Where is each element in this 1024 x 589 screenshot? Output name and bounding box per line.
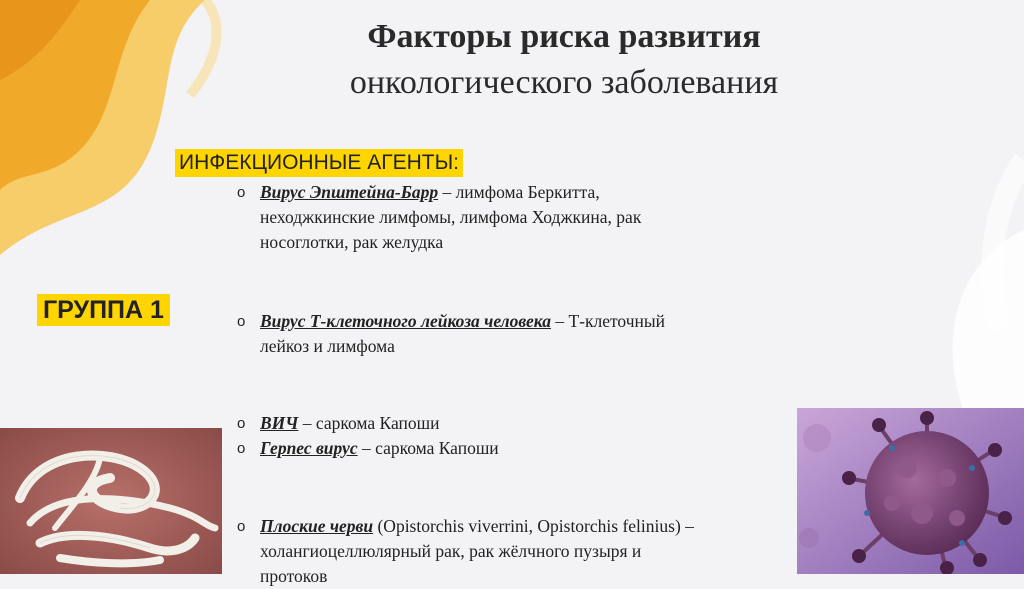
- agent-name: Герпес вирус: [260, 438, 358, 458]
- item-text: носоглотки, рак желудка: [260, 232, 444, 252]
- list-item: [237, 309, 665, 359]
- bullet-icon: o: [237, 440, 246, 457]
- group-label: ГРУППА 1: [37, 294, 170, 326]
- bullet-icon: o: [237, 415, 246, 432]
- bullet-icon: o: [237, 184, 246, 201]
- item-text: лейкоз и лимфома: [260, 336, 395, 356]
- item-text: – саркома Капоши: [357, 438, 499, 458]
- item-text: – Т-клеточный: [550, 311, 665, 331]
- item-text: – саркома Капоши: [298, 413, 440, 433]
- agent-name: Вирус Эпштейна-Барр: [260, 182, 439, 202]
- list-item: [237, 411, 439, 436]
- bullet-icon: o: [237, 313, 246, 330]
- item-text: холангиоцеллюлярный рак, рак жёлчного пузыря и: [260, 541, 642, 561]
- section-label: ИНФЕКЦИОННЫЕ АГЕНТЫ:: [175, 149, 463, 177]
- list-item: [237, 180, 641, 255]
- slide-subtitle: онкологического заболевания: [349, 64, 779, 101]
- virus-illustration: [797, 408, 1024, 574]
- list-item: [237, 436, 499, 461]
- item-text: протоков: [260, 566, 328, 586]
- flatworm-photo: [0, 428, 222, 574]
- agent-name: Плоские черви: [260, 516, 374, 536]
- item-text: – лимфома Беркитта,: [438, 182, 600, 202]
- item-text: (Opistorchis viverrini, Opistorchis felinius) –: [373, 516, 694, 536]
- list-item: [237, 514, 694, 589]
- item-text: неходжкинские лимфомы, лимфома Ходжкина, рак: [260, 207, 642, 227]
- agent-name: Вирус Т-клеточного лейкоза человека: [260, 311, 551, 331]
- agent-name: ВИЧ: [260, 413, 299, 433]
- slide-title: Факторы риска развития: [367, 18, 761, 55]
- bullet-icon: o: [237, 518, 246, 535]
